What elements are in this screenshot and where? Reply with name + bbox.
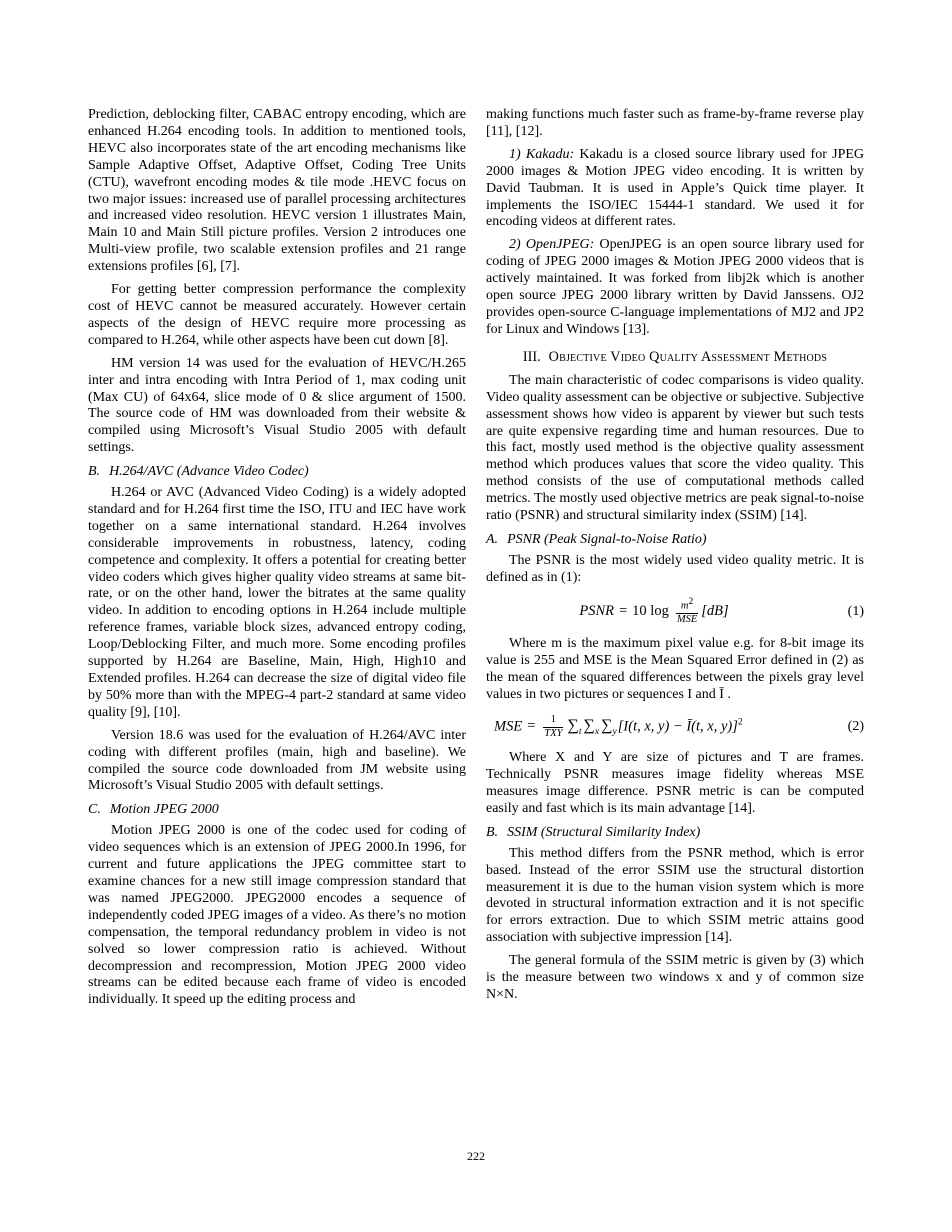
eq2-fraction-denominator: TXY [544, 727, 563, 739]
heading-ssim [486, 825, 864, 842]
heading-ssim-title: SSIM (Structural Similarity Index) [507, 824, 701, 840]
paragraph-psnr-intro: The PSNR is the most widely used video quality metric. It is defined as in (1): [486, 552, 864, 585]
eq2-sum-x-subscript: x [594, 727, 600, 738]
paragraph-openjpeg [486, 237, 864, 338]
eq1-fraction [676, 597, 698, 627]
eq1-numerator-base: m [680, 600, 689, 612]
eq2-equals-sign: = [527, 718, 536, 735]
equation-psnr-number: (1) [847, 603, 864, 619]
heading-motion-jpeg-2000-title: Motion JPEG 2000 [109, 802, 219, 818]
paragraph-hm-version: HM version 14 was used for the evaluation of HEVC/H.265 inter and intra encoding with Intra Period of 1, max coding unit (Max CU) of 64x64, slice mode of 0 & slice argument of 1500. The source code of HM was downloaded from their website & compiled using Microsoft’s Visual Studio 2005 with default settings. [88, 355, 466, 456]
paragraph-h264-overview: H.264 or AVC (Advanced Video Coding) is a widely adopted standard and for H.264 first time the ISO, ITU and IEC have work together on a same international standard. H.264 involves considerable improvements in robustness, latency, coding competence and complexity. It offers a potential for creating better video coders which gives higher quality video streams at same bit-rate, or on the other hand, lower the bitrates at the same quality video. In addition to encoding options in H.264 include multiple reference frames, variable block sizes, advanced entropy coding, Loop/Deblocking Filter, and much more. Some encoding profiles supported by H.264 are Baseline, Main, High, High10 and Extended profiles. H.264 can decrease the size of digital video file by 50% more than with the MPEG-4 part-2 standard at same video quality [9], [10]. [88, 485, 466, 720]
eq2-sum-y-subscript: y [612, 727, 617, 738]
eq1-fraction-denominator: MSE [676, 613, 698, 625]
paragraph-editing-continuation: making functions much faster such as frame-by-frame reverse play [11], [12]. [486, 107, 864, 139]
openjpeg-item-text: OpenJPEG is an open source library used for coding of JPEG 2000 images & Motion JPEG 2000 videos that is actively maintained. It was forked from libj2k which is another open source JPEG 2000 library written by David Janssens. OJ2 provides open-source C-language implementations of MJ2 and JP2 for Linux and Windows [13]. [486, 237, 865, 337]
eq2-sum-x [583, 717, 600, 738]
eq2-bracket-term: [I(t, x, y) − Ī(t, x, y)] [617, 718, 738, 735]
equation-psnr [486, 597, 864, 627]
kakadu-item-label: 1) Kakadu: [509, 146, 575, 162]
eq1-log-term: 10 log [632, 602, 669, 619]
eq2-exponent: 2 [737, 717, 743, 728]
heading-h264-avc-title: H.264/AVC (Advance Video Codec) [109, 464, 309, 480]
sigma-symbol: ∑ [567, 717, 579, 735]
heading-motion-jpeg-2000-label: C. [88, 802, 101, 818]
equation-psnr-body [486, 597, 822, 627]
paragraph-jm-version: Version 18.6 was used for the evaluation of H.264/AVC inter coding with different profiles (main, high and baseline). We compiled the source code downloaded from JM website using Microsoft’s Visual Studio 2005 with default settings. [88, 727, 466, 794]
heading-motion-jpeg-2000 [88, 802, 466, 819]
paragraph-mjpeg2000-overview: Motion JPEG 2000 is one of the codec used for coding of video sequences which is an extension of JPEG 2000.In 1996, for current and future applications the JPEG committee start to examine chances for a new still image compression standard that was named JPEG2000. JPEG2000 encodes a sequence of independently coded JPEG images of a video. As there’s no motion compensation, the temporal redundancy problem in video is not solved so lower compression ratio is achieved. Without decompression and recompression, Motion JPEG 2000 video streams can be edited because each frame of video is encoded individually. It speed up the editing process and [88, 823, 466, 1008]
heading-h264-avc-label: B. [88, 464, 101, 480]
right-column [486, 107, 864, 1015]
eq1-lhs: PSNR [579, 602, 614, 619]
equation-mse [486, 714, 864, 740]
paragraph-mse-definition: Where m is the maximum pixel value e.g. for 8-bit image its value is 255 and MSE is the Mean Squared Error defined in (2) as the mean of the squared differences between the pixels gray level values in two pictures or sequences I and Ī . [486, 636, 864, 703]
equation-mse-body [486, 714, 822, 740]
eq1-numerator-exponent: 2 [688, 596, 694, 607]
left-column [88, 107, 466, 1015]
paragraph-hevc-complexity: For getting better compression performance the complexity cost of HEVC cannot be measured accurately. However certain aspects of the design of HEVC require more processing as compared to H.264, while other aspects have been cut down [8]. [88, 282, 466, 348]
equation-mse-number: (2) [847, 719, 864, 735]
eq1-units: [dB] [701, 602, 729, 619]
heading-psnr-label: A. [486, 531, 499, 547]
eq2-sum-t-subscript: t [578, 727, 582, 738]
paragraph-ssim-formula-intro: The general formula of the SSIM metric is given by (3) which is the measure between two windows x and y of common size N×N. [486, 953, 864, 1002]
paragraph-kakadu [486, 147, 864, 232]
eq2-sum-t [567, 717, 582, 738]
sigma-symbol: ∑ [583, 717, 595, 735]
heading-h264-avc [88, 464, 466, 481]
paragraph-hevc-tools: Prediction, deblocking filter, CABAC entropy encoding, which are enhanced H.264 encoding tools. In addition to mentioned tools, HEVC also incorporates state of the art encoding mechanisms like Sample Adaptive Offset, Adaptive Offset, Coding Tree Units (CTU), wavefront encoding modes & tile mode .HEVC focus on two major issues: increased use of parallel processing architectures and increased video resolution. HEVC version 1 illustrates Main, Main 10 and Main Still picture profiles. Version 2 introduces one Multi-view profile, two scalable extension profiles and 21 range extensions profiles [6], [7]. [88, 107, 466, 275]
two-column-layout [88, 107, 864, 1015]
eq2-lhs: MSE [494, 718, 523, 735]
heading-psnr-title: PSNR (Peak Signal-to-Noise Ratio) [507, 531, 707, 547]
eq1-equals-sign: = [618, 602, 628, 619]
sigma-symbol: ∑ [601, 717, 613, 735]
heading-section-3-title: Objective Video Quality Assessment Methods [548, 348, 828, 365]
eq2-fraction-numerator: 1 [543, 714, 563, 728]
heading-ssim-label: B. [486, 824, 499, 840]
page-number: 222 [467, 1149, 485, 1163]
kakadu-item-text: Kakadu is a closed source library used for JPEG 2000 images & Motion JPEG video encoding. It is written by David Taubman. It is used in Apple’s Quick time player. It implements the ISO/IEC 15444-1 standard. We used it for encoding videos at different rates. [486, 146, 865, 230]
heading-section-3 [486, 349, 864, 366]
eq2-fraction [543, 714, 563, 740]
paragraph-ssim-overview: This method differs from the PSNR method, which is error based. Instead of the error SSIM use the structural distortion measurement it is due to the human vision system which is more devoted in structural information extraction and it is not specific for errors extraction. Due to which SSIM metric attains good association with subjective impression [14]. [486, 845, 864, 946]
paragraph-psnr-advantage: Where X and Y are size of pictures and T are frames. Technically PSNR measures image fidelity whereas MSE measures image difference. PSNR metric is can be computed easily and fast which is its main advantage [14]. [486, 750, 864, 816]
openjpeg-item-label: 2) OpenJPEG: [509, 237, 595, 253]
heading-psnr [486, 532, 864, 549]
heading-section-3-numeral: III. [522, 348, 541, 365]
eq2-sum-y [601, 717, 617, 738]
eq1-fraction-numerator [676, 597, 698, 614]
paragraph-quality-assessment: The main characteristic of codec comparisons is video quality. Video quality assessment can be objective or subjective. Subjective assessment shows how video is apparent by viewer but such tests are quite expensive regarding time and human resources. Due to this fact, mostly used method is the objective quality assessment method which produces values that score the video quality. This method consists of the use of computational methods called metrics. The mostly used objective metrics are peak signal-to-noise ratio (PSNR) and structural similarity index (SSIM) [14]. [486, 372, 864, 524]
